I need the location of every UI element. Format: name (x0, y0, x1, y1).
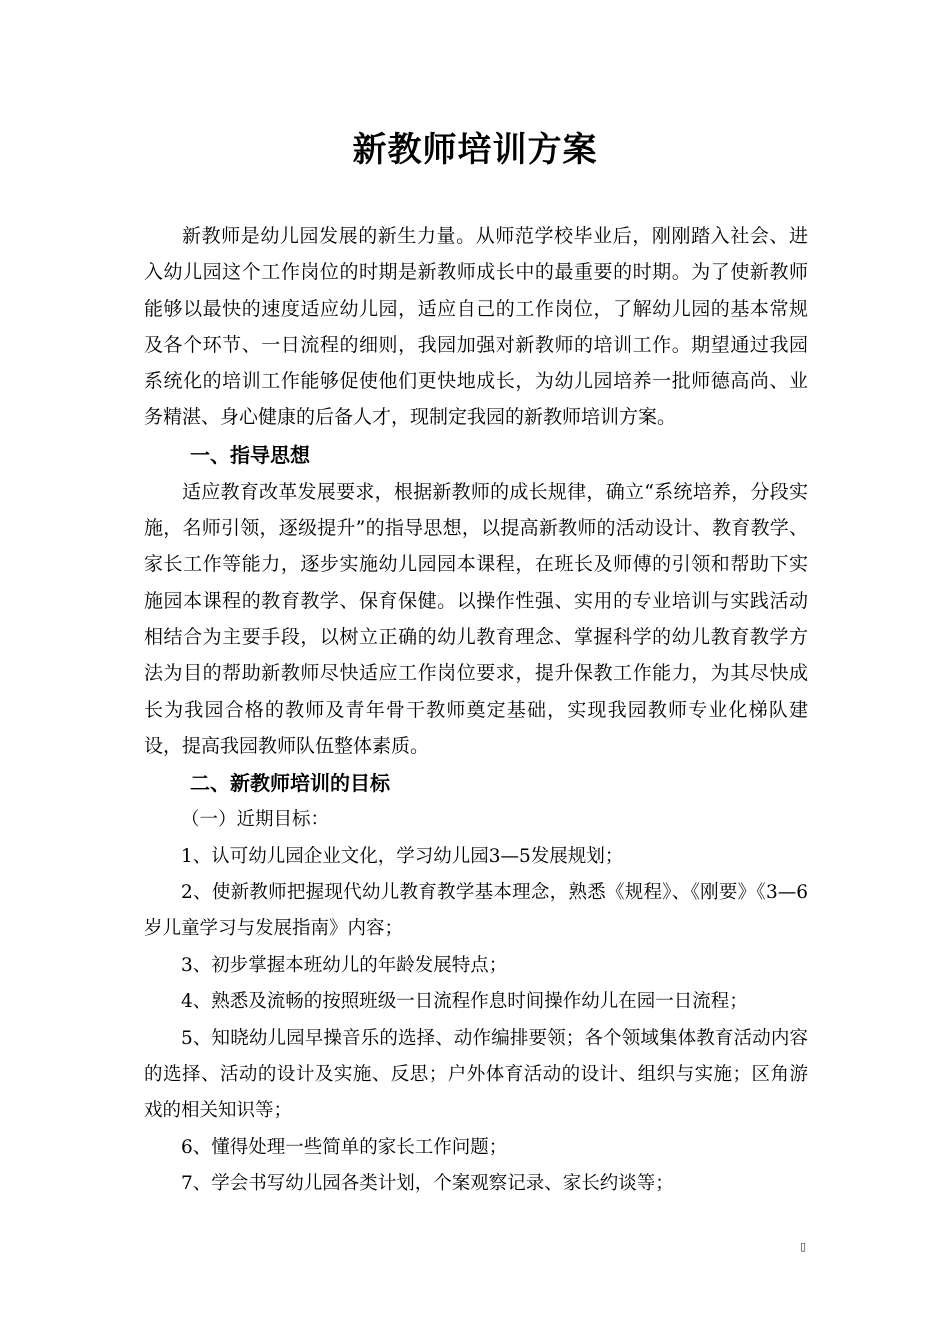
goal-item: 4、熟悉及流畅的按照班级一日流程作息时间操作幼儿在园一日流程； (181, 991, 748, 1013)
goal-item: 1、认可幼儿园企业文化，学习幼儿园3—5发展规划； (181, 845, 624, 867)
goal-item: 7、学会书写幼儿园各类计划，个案观察记录、家长约谈等； (181, 1173, 674, 1195)
goal-item: 5、知晓幼儿园早操音乐的选择、动作编排要领；各个领域集体教育活动内容的选择、活动的设计及实施、反思；户外体育活动的设计、组织与实施；区角游戏的相关知识等； (144, 1027, 808, 1122)
intro-paragraph: 新教师是幼儿园发展的新生力量。从师范学校毕业后，刚刚踏入社会、进入幼儿园这个工作岗位的时期是新教师成长中的最重要的时期。为了使新教师能够以最快的速度适应幼儿园，适应自己的工作岗位，了解幼儿园的基本常规及各个环节、一日流程的细则，我园加强对新教师的培训工作。期望通过我园系统化的培训工作能够促使他们更快地成长，为幼儿园培养一批师德高尚、业务精湛、身心健康的后备人才，现制定我园的新教师培训方案。 (144, 225, 808, 429)
section-heading-guiding-ideology: 一、指导思想 (190, 442, 310, 467)
goal-item: 2、使新教师把握现代幼儿教育教学基本理念，熟悉《规程》、《刚要》《3—6岁儿童学习与发展指南》内容； (144, 881, 808, 940)
document-body (144, 218, 808, 1203)
guiding-ideology-paragraph: 适应教育改革发展要求，根据新教师的成长规律，确立“系统培养，分段实施，名师引领，逐级提升”的指导思想，以提高新教师的活动设计、教育教学、家长工作等能力，逐步实施幼儿园园本课程，在班长及师傅的引领和帮助下实施园本课程的教育教学、保育保健。以操作性强、实用的专业培训与实践活动相结合为主要手段，以树立正确的幼儿教育理念、掌握科学的幼儿教育教学方法为目的帮助新教师尽快适应工作岗位要求，提升保教工作能力，为其尽快成长为我园合格的教师及青年骨干教师奠定基础，实现我园教师专业化梯队建设，提高我园教师队伍整体素质。 (144, 480, 808, 757)
page-number-mark: ▯ (800, 1240, 807, 1253)
sub-heading-short-term-goals: （一）近期目标： (181, 809, 330, 831)
goal-item: 6、懂得处理一些简单的家长工作问题； (181, 1136, 508, 1158)
goal-item: 3、初步掌握本班幼儿的年龄发展特点； (181, 954, 508, 976)
section-heading-training-goals: 二、新教师培训的目标 (190, 771, 390, 796)
document-title: 新教师培训方案 (352, 130, 598, 170)
